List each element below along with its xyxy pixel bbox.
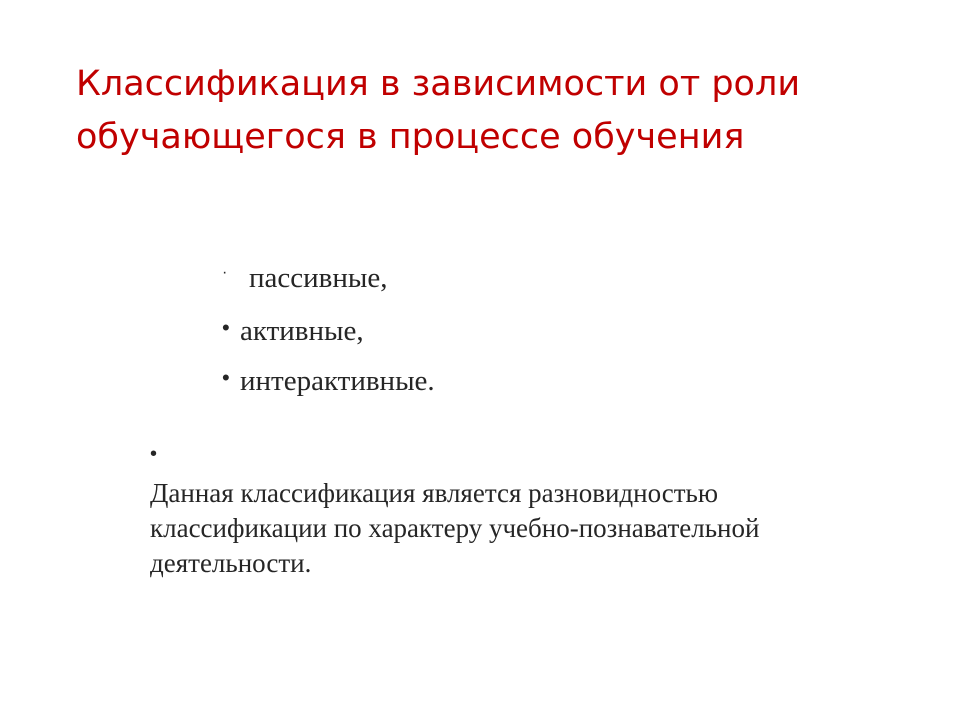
slide-title-line-1: Классификация в зависимости от роли [76,64,801,104]
list-item-active [222,307,435,357]
bullet-icon: • [222,365,230,390]
note-line-3: деятельности. [150,548,312,578]
methods-list [222,254,435,407]
slide-title-line-2: обучающегося в процессе обучения [76,117,745,157]
note-line-2: классификации по характеру учебно-познавательной [150,513,760,543]
bullet-icon: • [222,315,230,340]
slide-title [76,58,916,164]
list-item-interactive [222,357,435,407]
bullet-icon: • [150,443,158,465]
list-item-text: интерактивные. [240,365,435,397]
list-item-passive [222,254,435,307]
note-line-1-text: Данная классификация является разновидностью [150,478,719,508]
bullet-icon: · [222,264,228,281]
list-item-text: активные, [240,315,364,347]
classification-note [150,438,910,581]
note-line-1 [150,438,910,511]
list-item-text: пассивные, [249,262,388,294]
